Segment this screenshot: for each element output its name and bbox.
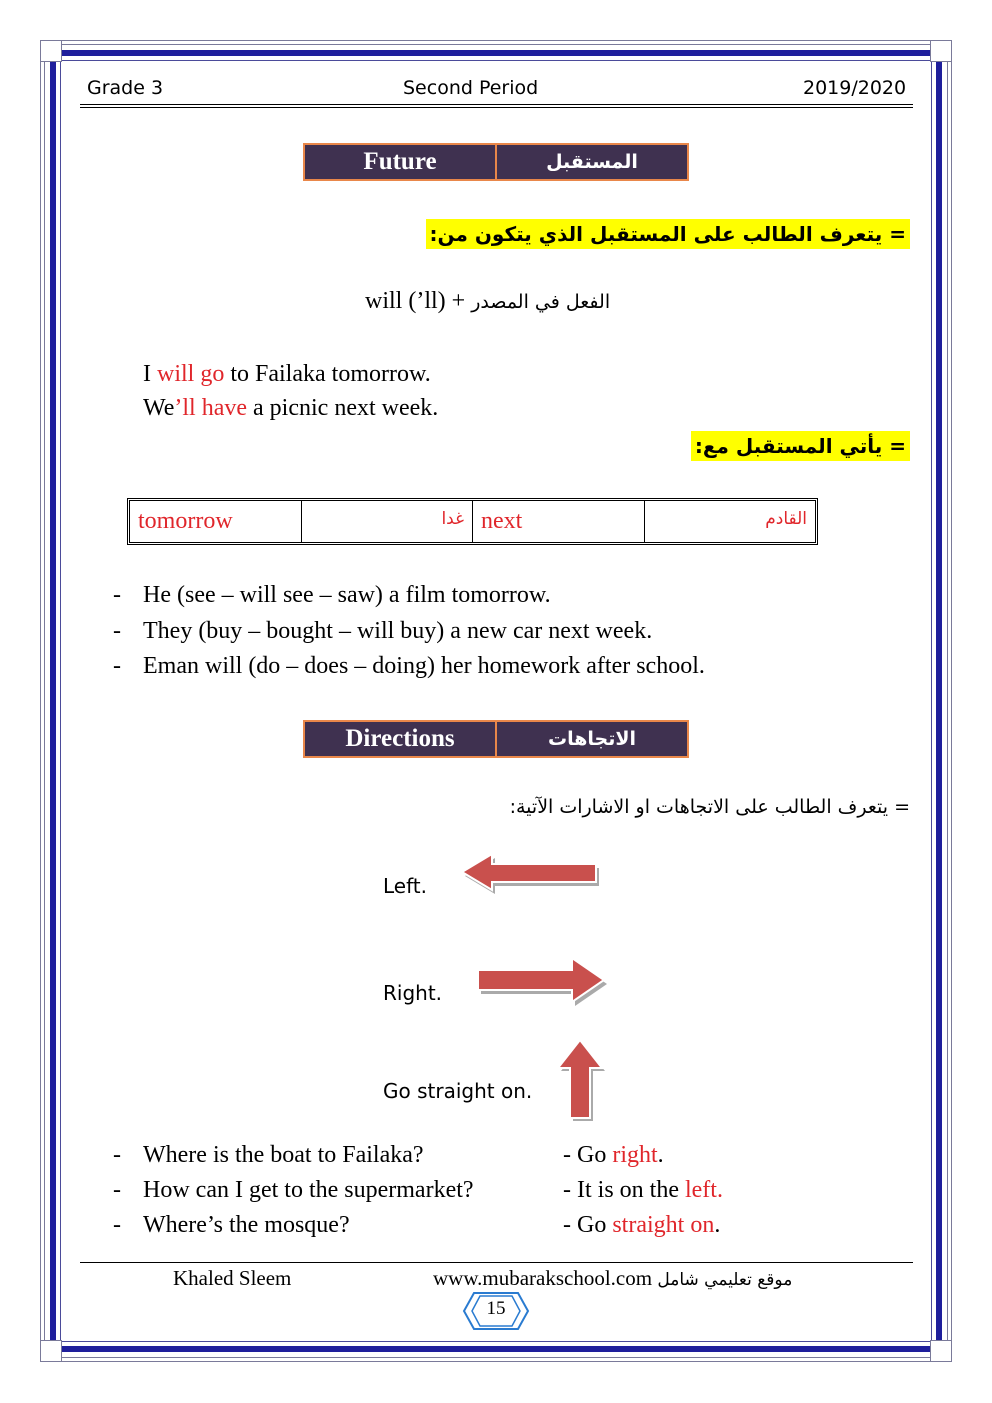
example-highlight: will go <box>157 361 225 387</box>
header-year: 2019/2020 <box>803 77 907 99</box>
exercise-dash: - <box>113 618 121 644</box>
word-cell-ar: القادم <box>644 501 816 542</box>
header-period: Second Period <box>403 77 539 99</box>
qa-answer-text: - Go <box>563 1212 613 1238</box>
footer-author: Khaled Sleem <box>173 1266 292 1290</box>
word-cell: next <box>472 501 644 542</box>
header-rule <box>80 104 913 105</box>
future-rule-highlight: = يتعرف الطالب على المستقبل الذي يتكون من: <box>426 219 910 249</box>
example-text: a picnic next week. <box>247 395 439 421</box>
example-text: I <box>143 361 157 387</box>
qa-question: Where’s the mosque? <box>143 1212 350 1238</box>
qa-dash: - <box>113 1142 121 1168</box>
qa-answer-highlight: straight on <box>612 1212 715 1238</box>
qa-answer-highlight: right <box>612 1142 658 1168</box>
formula-line <box>365 288 610 315</box>
comes-with-highlight: = يأتي المستقبل مع: <box>691 431 910 461</box>
formula-en: will (’ll) + <box>365 288 466 314</box>
qa-dash: - <box>113 1212 121 1238</box>
up-arrow-icon <box>556 1038 608 1122</box>
qa-answer-text: . <box>714 1212 721 1238</box>
future-title-en: Future <box>363 148 437 175</box>
example-highlight: ’ll have <box>174 395 248 421</box>
directions-title-en: Directions <box>345 725 455 752</box>
directions-title-ar: الاتجاهات <box>495 722 687 756</box>
right-label: Right. <box>383 981 443 1005</box>
future-title-ar: المستقبل <box>495 145 687 179</box>
qa-answer-highlight: left. <box>684 1177 723 1203</box>
directions-rule: = يتعرف الطالب على الاتجاهات او الاشارات الآتية: <box>509 796 910 818</box>
qa-dash: - <box>113 1177 121 1203</box>
qa-answer <box>563 1142 664 1169</box>
qa-answer-text: . <box>657 1142 664 1168</box>
footer-site <box>433 1266 792 1291</box>
qa-answer <box>563 1177 723 1204</box>
exercise-item: He (see – will see – saw) a film tomorrow. <box>143 582 551 608</box>
example-text: We <box>143 395 175 421</box>
qa-answer-text: - Go <box>563 1142 613 1168</box>
page-number: 15 <box>486 1298 506 1319</box>
footer-site-url[interactable]: www.mubarakschool.com <box>433 1266 653 1290</box>
example-text: to Failaka tomorrow. <box>224 361 431 387</box>
qa-answer-text: - It is on the <box>563 1177 685 1203</box>
left-arrow-icon <box>458 850 598 896</box>
qa-question: How can I get to the supermarket? <box>143 1177 474 1203</box>
corner-ornament <box>930 40 952 62</box>
qa-question: Where is the boat to Failaka? <box>143 1142 424 1168</box>
left-label: Left. <box>383 874 427 898</box>
example-sentence <box>143 395 438 422</box>
exercise-dash: - <box>113 582 121 608</box>
right-arrow-icon <box>476 956 608 1006</box>
word-cell: tomorrow <box>138 508 233 534</box>
straight-label: Go straight on. <box>383 1079 533 1103</box>
footer-rule <box>80 1262 913 1263</box>
time-words-table <box>127 498 818 545</box>
qa-answer <box>563 1212 720 1239</box>
exercise-item: They (buy – bought – will buy) a new car next week. <box>143 618 653 644</box>
corner-ornament <box>40 1340 62 1362</box>
header-grade: Grade 3 <box>87 77 164 99</box>
footer-site-ar: موقع تعليمي شامل <box>657 1270 793 1290</box>
header-rule <box>80 107 913 108</box>
directions-title-box <box>303 720 689 758</box>
exercise-dash: - <box>113 653 121 679</box>
corner-ornament <box>40 40 62 62</box>
corner-ornament <box>930 1340 952 1362</box>
exercise-item: Eman will (do – does – doing) her homework after school. <box>143 653 705 679</box>
formula-ar: الفعل في المصدر <box>471 291 611 313</box>
example-sentence <box>143 361 431 388</box>
future-title-box <box>303 143 689 181</box>
word-cell-ar: غدا <box>301 501 473 542</box>
